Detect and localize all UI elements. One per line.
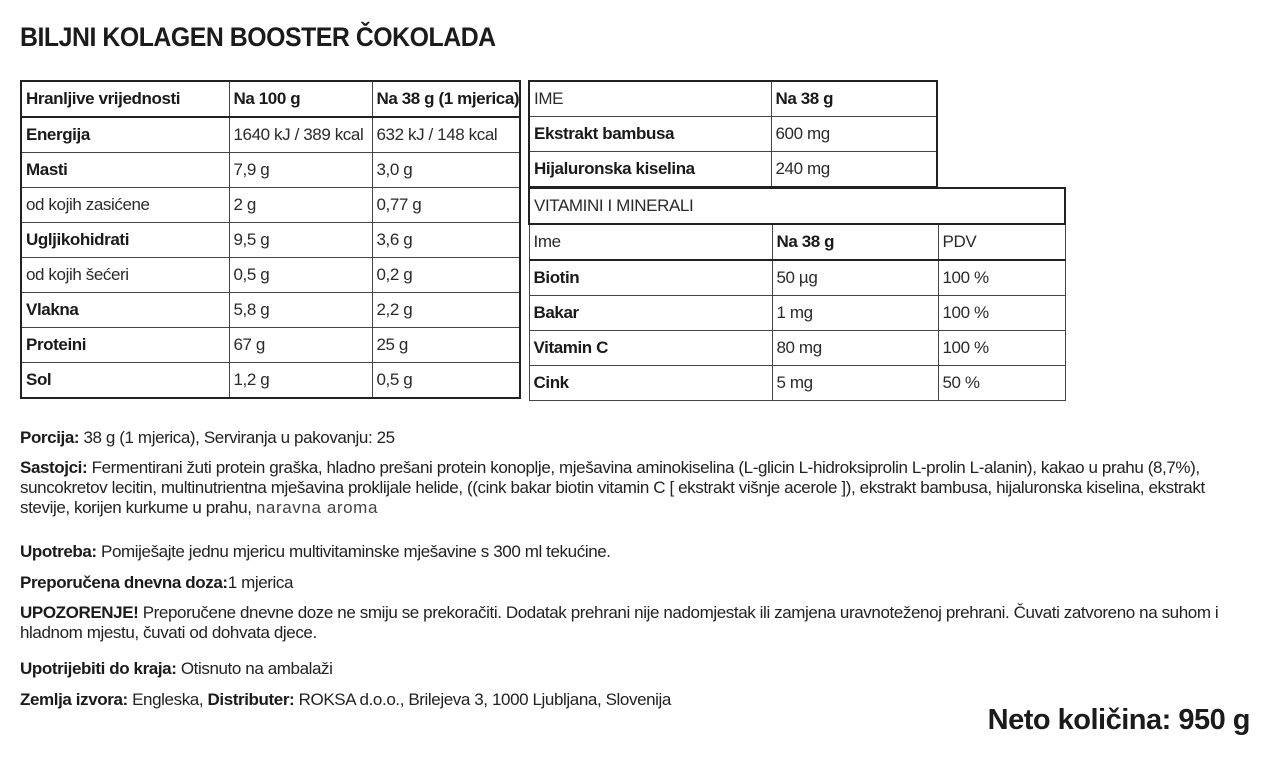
- nutrient-per38: 2,2 g: [372, 293, 520, 328]
- upotreba-value: Pomiješajte jednu mjericu multivitaminske mješavine s 300 ml tekućine.: [101, 542, 611, 561]
- vitamin-name: Biotin: [529, 260, 772, 296]
- vitamin-name: Vitamin C: [529, 331, 772, 366]
- nutrient-per38: 0,5 g: [372, 363, 520, 399]
- product-title: BILJNI KOLAGEN BOOSTER ČOKOLADA: [20, 22, 496, 52]
- vitamins-header-name: Ime: [529, 224, 772, 260]
- upotreba-line: [20, 542, 1255, 562]
- nutrition-row: [21, 188, 520, 223]
- nutrient-per100: 67 g: [229, 328, 372, 363]
- nutrition-header-per100: Na 100 g: [229, 81, 372, 117]
- nutrient-per38: 0,77 g: [372, 188, 520, 223]
- nutrient-name: od kojih zasićene: [21, 188, 229, 223]
- upotreba-label: Upotreba:: [20, 542, 97, 561]
- nutrient-per38: 632 kJ / 148 kcal: [372, 117, 520, 153]
- vitamin-name: Cink: [529, 366, 772, 401]
- vitamin-pdv: 100 %: [938, 260, 1065, 296]
- doza-line: [20, 573, 1255, 593]
- ingredient-name: Ekstrakt bambusa: [529, 117, 771, 152]
- ingredients-table: [528, 80, 938, 188]
- nutrient-per38: 25 g: [372, 328, 520, 363]
- vitamins-header-row: [529, 224, 1065, 260]
- nutrition-row: [21, 153, 520, 188]
- nutrition-table: [20, 80, 521, 399]
- vitamin-value: 1 mg: [772, 296, 938, 331]
- nutrient-per100: 9,5 g: [229, 223, 372, 258]
- nutrition-row: [21, 363, 520, 399]
- vitamin-pdv: 100 %: [938, 296, 1065, 331]
- upozorenje-value: Preporučene dnevne doze ne smiju se prekoračiti. Dodatak prehrani nije nadomjestak ili zamjena uravnoteženoj prehrani. Čuvati zatvoreno na suhom i hladnom mjestu, čuvati od dohvata djece.: [20, 603, 1219, 642]
- distributer-label: Distributer:: [207, 690, 295, 709]
- rok-line: [20, 659, 1255, 679]
- upozorenje-label: UPOZORENJE!: [20, 603, 139, 622]
- ingredients-header-row: [529, 81, 937, 117]
- sastojci-aroma: naravna aroma: [255, 498, 379, 517]
- vitamin-name: Bakar: [529, 296, 772, 331]
- sastojci-label: Sastojci:: [20, 458, 88, 477]
- nutrient-per100: 0,5 g: [229, 258, 372, 293]
- nutrient-per38: 3,6 g: [372, 223, 520, 258]
- vitamins-section-row: [529, 188, 1065, 224]
- ingredient-name: Hijaluronska kiselina: [529, 152, 771, 188]
- nutrient-name: Masti: [21, 153, 229, 188]
- vitamin-value: 80 mg: [772, 331, 938, 366]
- doza-label: Preporučena dnevna doza:: [20, 573, 228, 592]
- ingredient-value: 600 mg: [771, 117, 937, 152]
- nutrition-header-name: Hranljive vrijednosti: [21, 81, 229, 117]
- nutrition-row: [21, 258, 520, 293]
- ingredients-header-name: IME: [529, 81, 771, 117]
- nutrition-header-per38: Na 38 g (1 mjerica): [372, 81, 520, 117]
- nutrition-row: [21, 328, 520, 363]
- nutrition-row: [21, 293, 520, 328]
- porcija-label: Porcija:: [20, 428, 80, 447]
- nutrient-name: Proteini: [21, 328, 229, 363]
- vitamins-section-title: VITAMINI I MINERALI: [529, 188, 1065, 224]
- vitamin-row: [529, 366, 1065, 401]
- vitamins-header-value: Na 38 g: [772, 224, 938, 260]
- sastojci-paragraph: [20, 458, 1255, 518]
- ingredients-header-value: Na 38 g: [771, 81, 937, 117]
- zemlja-line: [20, 690, 920, 710]
- nutrient-per100: 5,8 g: [229, 293, 372, 328]
- nutrient-per38: 3,0 g: [372, 153, 520, 188]
- vitamin-pdv: 100 %: [938, 331, 1065, 366]
- nutrient-per100: 1640 kJ / 389 kcal: [229, 117, 372, 153]
- vitamins-table: [528, 187, 1066, 401]
- nutrient-name: Sol: [21, 363, 229, 399]
- ingredient-row: [529, 117, 937, 152]
- vitamin-pdv: 50 %: [938, 366, 1065, 401]
- ingredient-value: 240 mg: [771, 152, 937, 188]
- vitamin-value: 50 µg: [772, 260, 938, 296]
- vitamin-row: [529, 296, 1065, 331]
- nutrient-per100: 2 g: [229, 188, 372, 223]
- nutrient-name: Vlakna: [21, 293, 229, 328]
- nutrient-per100: 7,9 g: [229, 153, 372, 188]
- rok-value: Otisnuto na ambalaži: [180, 659, 333, 678]
- net-quantity: Neto količina: 950 g: [987, 704, 1250, 736]
- nutrition-row: [21, 223, 520, 258]
- vitamin-value: 5 mg: [772, 366, 938, 401]
- distributer-value: ROKSA d.o.o., Brilejeva 3, 1000 Ljubljana, Slovenija: [298, 690, 671, 709]
- nutrient-per38: 0,2 g: [372, 258, 520, 293]
- nutrient-name: Ugljikohidrati: [21, 223, 229, 258]
- nutrition-header-row: [21, 81, 520, 117]
- porcija-value: 38 g (1 mjerica), Serviranja u pakovanju: 25: [83, 428, 395, 447]
- nutrition-row: [21, 117, 520, 153]
- zemlja-label: Zemlja izvora:: [20, 690, 128, 709]
- doza-value: 1 mjerica: [227, 573, 294, 592]
- upozorenje-paragraph: [20, 603, 1255, 643]
- nutrient-per100: 1,2 g: [229, 363, 372, 399]
- nutrient-name: od kojih šećeri: [21, 258, 229, 293]
- vitamin-row: [529, 260, 1065, 296]
- sastojci-value: Fermentirani žuti protein graška, hladno prešani protein konoplje, mješavina aminokiselina (L-glicin L-hidroksiprolin L-prolin L-alanin), kakao u prahu (8,7%), suncokretov lecitin, multinutrientna mješavina proklijale helide, ((cink bakar biotin vitamin C [ ekstrakt višnje acerole ]), ekstrakt bambusa, hijaluronska kiselina, ekstrakt stevije, korijen kurkume u prahu,: [20, 458, 1205, 517]
- porcija-line: [20, 428, 1255, 448]
- ingredient-row: [529, 152, 937, 188]
- nutrient-name: Energija: [21, 117, 229, 153]
- vitamins-header-pdv: PDV: [938, 224, 1065, 260]
- zemlja-value: Engleska,: [132, 690, 204, 709]
- rok-label: Upotrijebiti do kraja:: [20, 659, 177, 678]
- vitamin-row: [529, 331, 1065, 366]
